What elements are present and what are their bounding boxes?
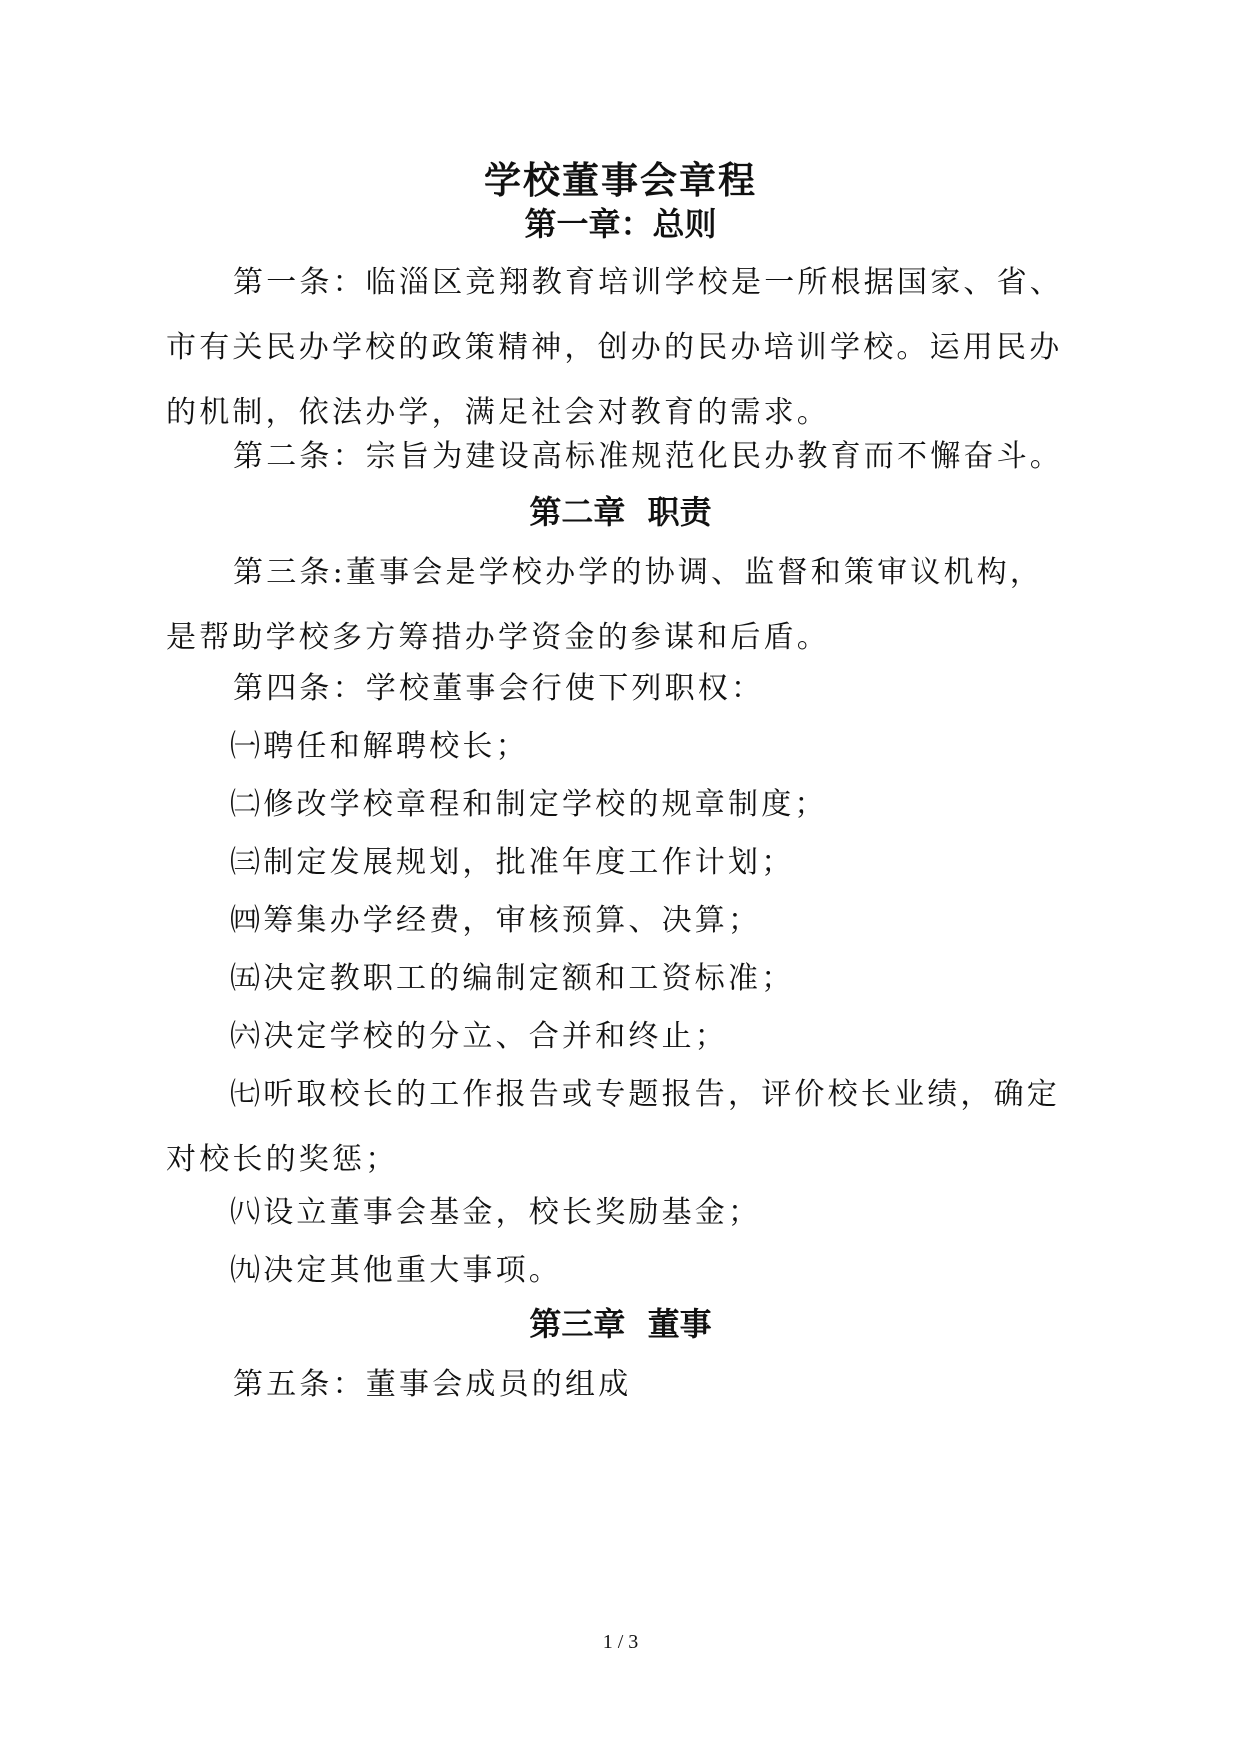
- chapter-1-heading: 第一章：总则: [524, 205, 717, 243]
- article-4-item-3: ㈢制定发展规划，批准年度工作计划；: [230, 845, 795, 880]
- article-4-item-5: ㈤决定教职工的编制定额和工资标准；: [230, 961, 795, 996]
- article-4-item-1: ㈠聘任和解聘校长；: [230, 729, 529, 764]
- article-4-item-4: ㈣筹集办学经费，审核预算、决算；: [230, 903, 762, 938]
- article-4-item-6: ㈥决定学校的分立、合并和终止；: [230, 1019, 728, 1054]
- article-1: 第一条：临淄区竞翔教育培训学校是一所根据国家、省、市有关民办学校的政策精神，创办的民办培训学校。运用民办的机制，依法办学，满足社会对教育的需求。: [166, 265, 1063, 430]
- article-5: 第五条：董事会成员的组成: [233, 1367, 632, 1402]
- article-4-item-9: ㈨决定其他重大事项。: [230, 1253, 562, 1288]
- article-3: 第三条:董事会是学校办学的协调、监督和策审议机构，是帮助学校多方筹措办学资金的参谋和后盾。: [166, 555, 1044, 655]
- article-4: 第四条：学校董事会行使下列职权：: [233, 671, 765, 706]
- page-number: 1 / 3: [602, 1631, 639, 1653]
- article-4-item-7: ㈦听取校长的工作报告或专题报告，评价校长业绩，确定对校长的奖惩；: [166, 1077, 1060, 1177]
- document-title: 学校董事会章程: [484, 158, 757, 202]
- article-4-item-8: ㈧设立董事会基金，校长奖励基金；: [230, 1195, 762, 1230]
- chapter-3-heading: 第三章 董事: [529, 1305, 712, 1343]
- article-2: 第二条：宗旨为建设高标准规范化民办教育而不懈奋斗。: [233, 439, 1063, 474]
- article-4-item-2: ㈡修改学校章程和制定学校的规章制度；: [230, 787, 828, 822]
- chapter-2-heading: 第二章 职责: [529, 493, 712, 531]
